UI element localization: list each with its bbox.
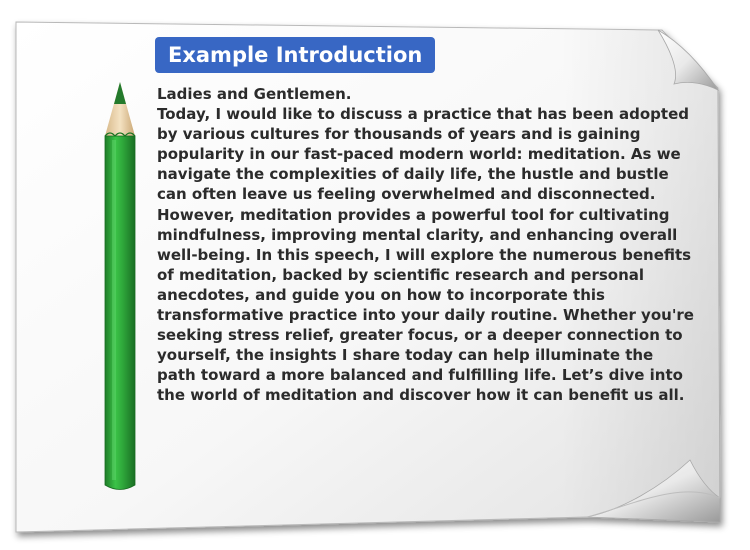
speech-text <box>157 84 697 406</box>
pencil-icon <box>100 80 140 495</box>
speech-greeting: Ladies and Gentlemen. <box>157 85 352 103</box>
speech-body: Today, I would like to discuss a practice that has been adopted by various cultures for thousands of years and is gaining popularity in our fast-paced modern world: meditation. As we navigate the complexities of daily life, the hustle and bustle can often leave us feeling overwhelmed and disconnected. However, meditation provides a powerful tool for cultivating mindfulness, improving mental clarity, and enhancing overall well-being. In this speech, I will explore the numerous benefits of meditation, backed by scientific research and personal anecdotes, and guide you on how to incorporate this transformative practice into your daily routine. Whether you're seeking stress relief, greater focus, or a deeper connection to yourself, the insights I share today can help illuminate the path toward a more balanced and fulfilling life. Let’s dive into the world of meditation and discover how it can benefit us all. <box>157 105 694 405</box>
page-title: Example Introduction <box>168 43 423 67</box>
title-badge <box>155 37 435 73</box>
